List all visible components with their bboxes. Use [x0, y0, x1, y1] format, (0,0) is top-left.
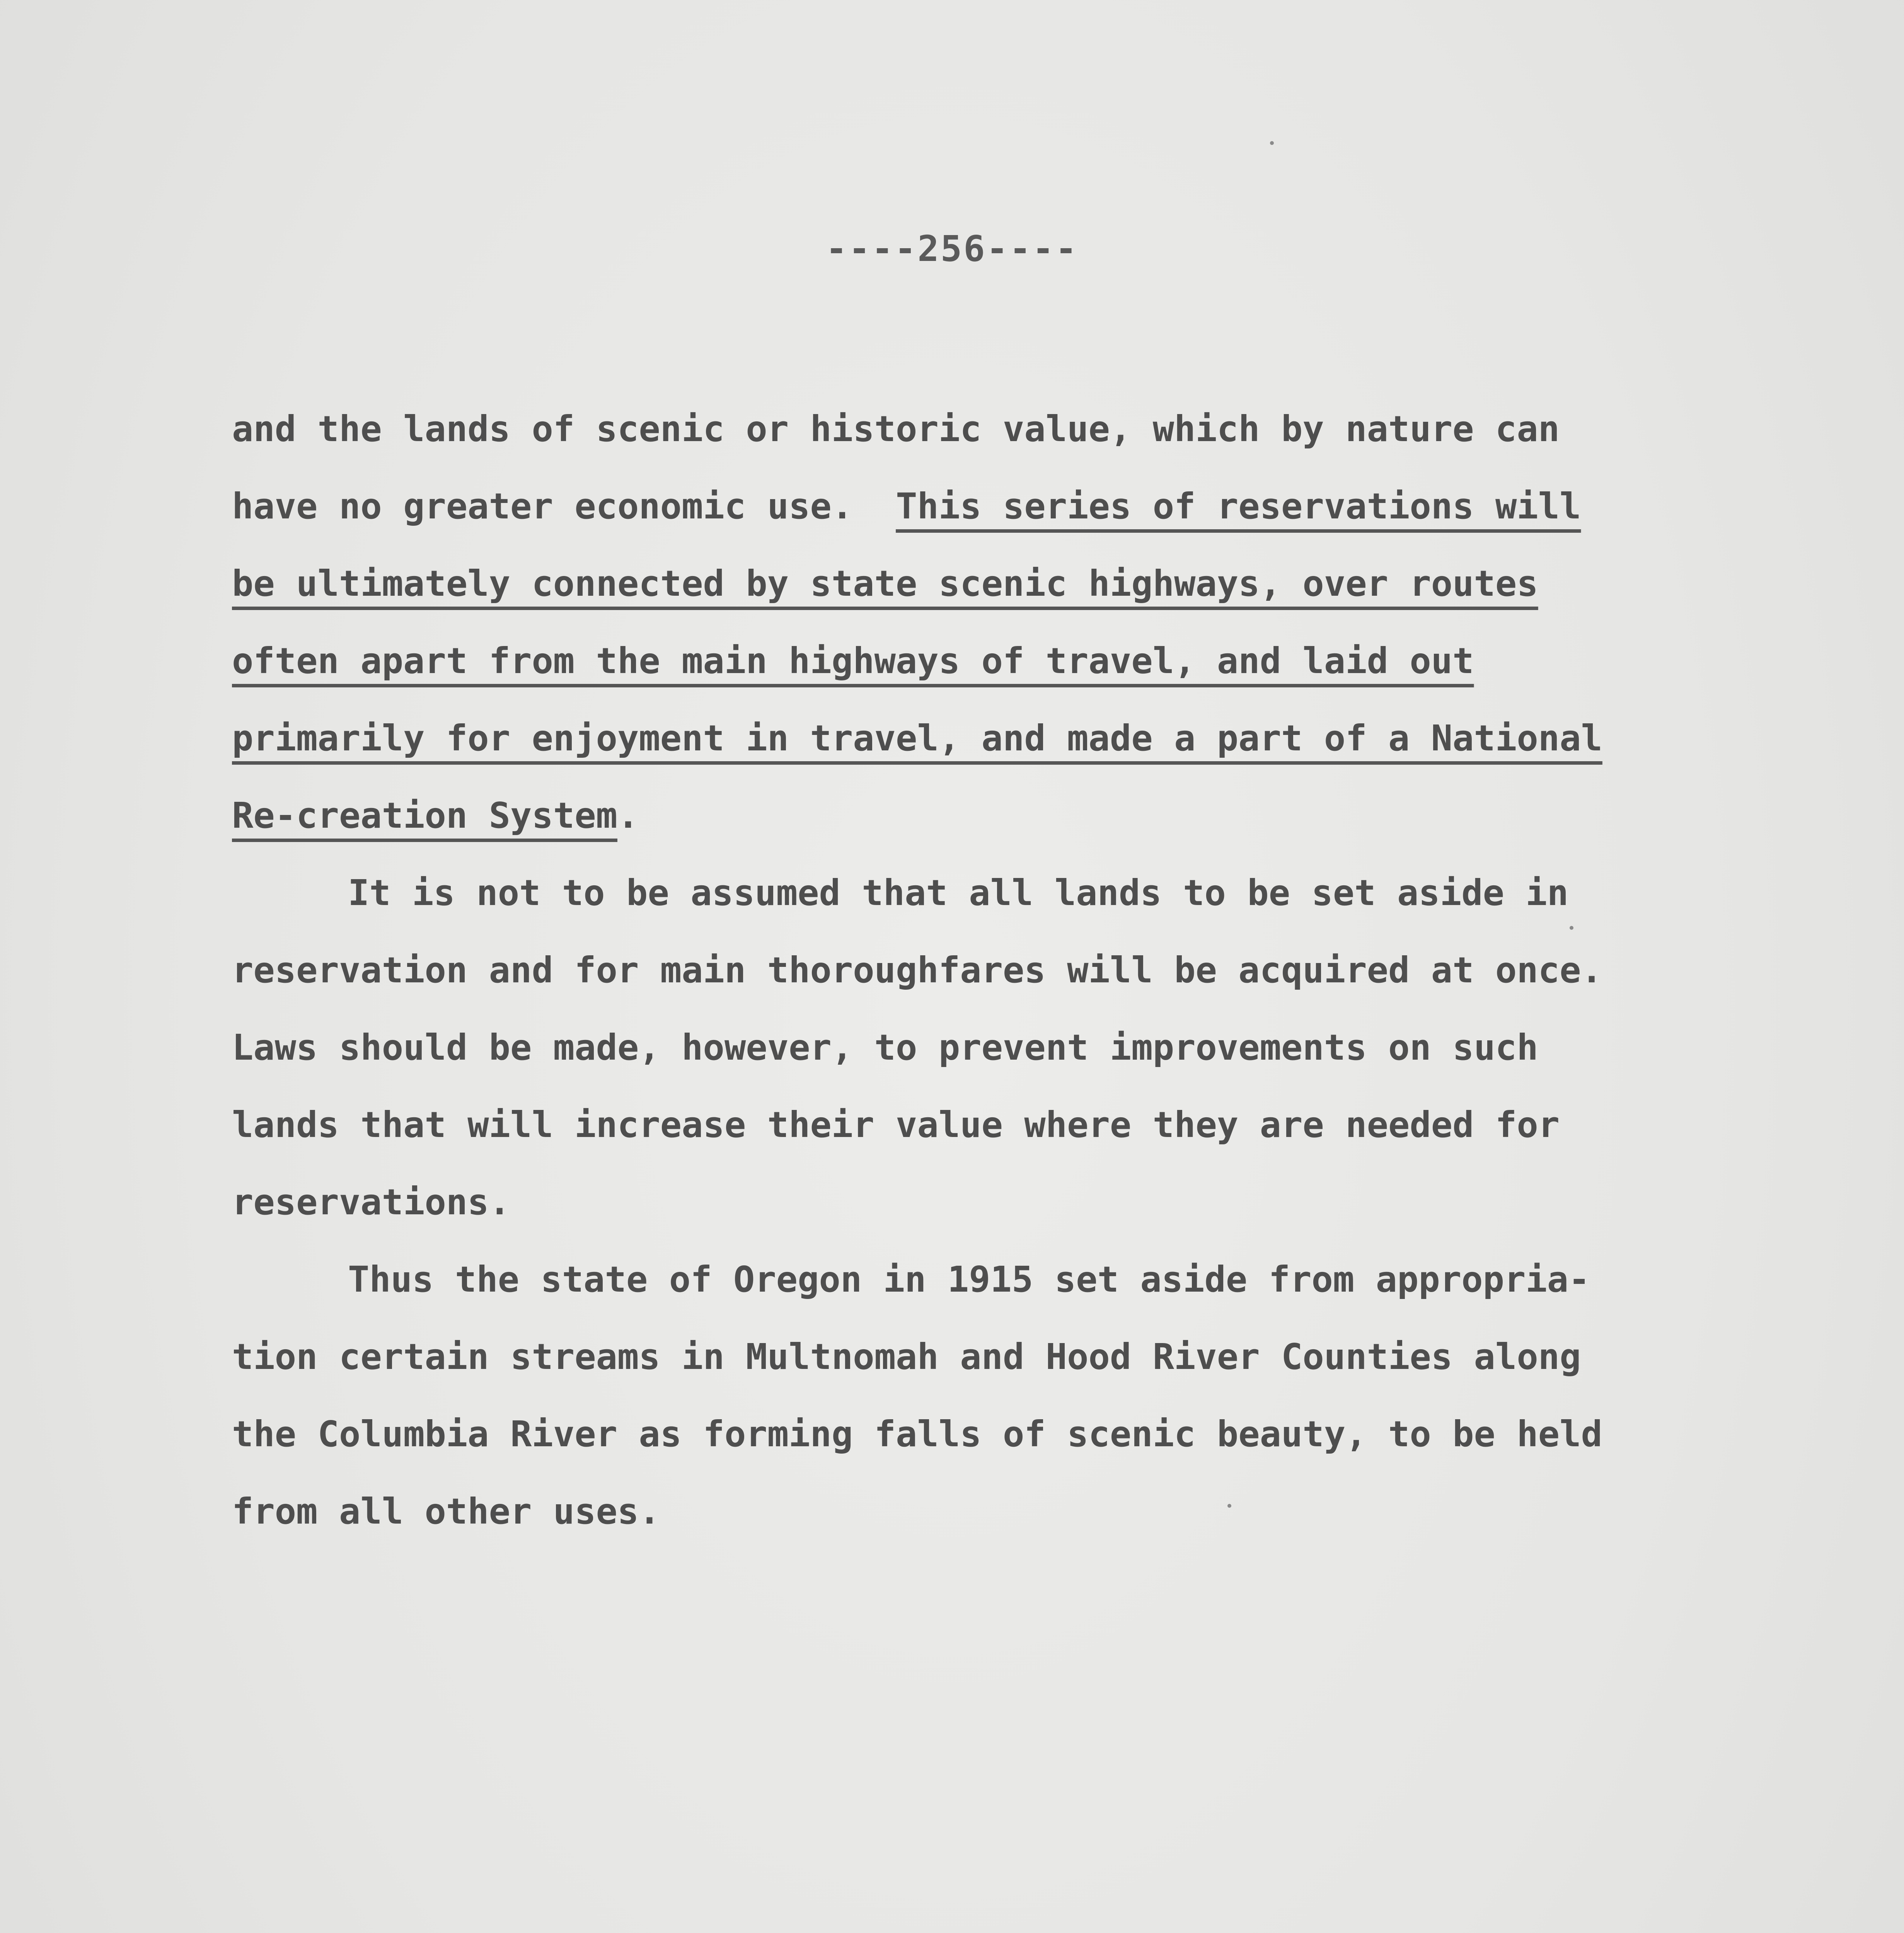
text-line: reservation and for main thoroughfares will be acquired at once.	[232, 949, 1602, 991]
line-text: .	[617, 795, 639, 836]
text-line	[232, 777, 1724, 854]
text-line: lands that will increase their value where they are needed for	[232, 1104, 1560, 1145]
text-line	[232, 622, 1724, 700]
underlined-text: Re-creation System	[232, 795, 617, 836]
text-line: Laws should be made, however, to prevent improvements on such	[232, 1027, 1538, 1068]
line-text: and the lands of scenic or historic value, which by nature can	[232, 408, 1560, 450]
text-line: tion certain streams in Multnomah and Hood River Counties along	[232, 1336, 1581, 1377]
paper-speck	[1570, 926, 1573, 930]
line-text: have no greater economic use.	[232, 486, 896, 527]
text-line	[232, 545, 1724, 622]
paper-speck	[1270, 141, 1274, 145]
text-line: It is not to be assumed that all lands to be set aside in	[348, 872, 1569, 914]
underlined-text: be ultimately connected by state scenic highways, over routes	[232, 563, 1538, 604]
text-line	[232, 390, 1724, 468]
text-line: the Columbia River as forming falls of scenic beauty, to be held	[232, 1413, 1602, 1455]
paragraph-3	[232, 1241, 1724, 1550]
underlined-text: This series of reservations will	[896, 486, 1581, 527]
text-line: from all other uses.	[232, 1491, 660, 1532]
paper-speck	[1227, 1504, 1231, 1508]
underlined-text: often apart from the main highways of travel, and laid out	[232, 640, 1474, 682]
page-number: ----256----	[825, 228, 1079, 269]
text-line: Thus the state of Oregon in 1915 set aside from appropria-	[348, 1259, 1590, 1300]
text-line: reservations.	[232, 1181, 511, 1223]
underlined-text: primarily for enjoyment in travel, and made a part of a National	[232, 718, 1602, 759]
text-line	[232, 700, 1724, 777]
paragraph-1	[232, 390, 1724, 854]
paragraph-2	[232, 854, 1724, 1241]
typed-text-body	[232, 390, 1724, 1550]
text-line	[232, 468, 1724, 545]
